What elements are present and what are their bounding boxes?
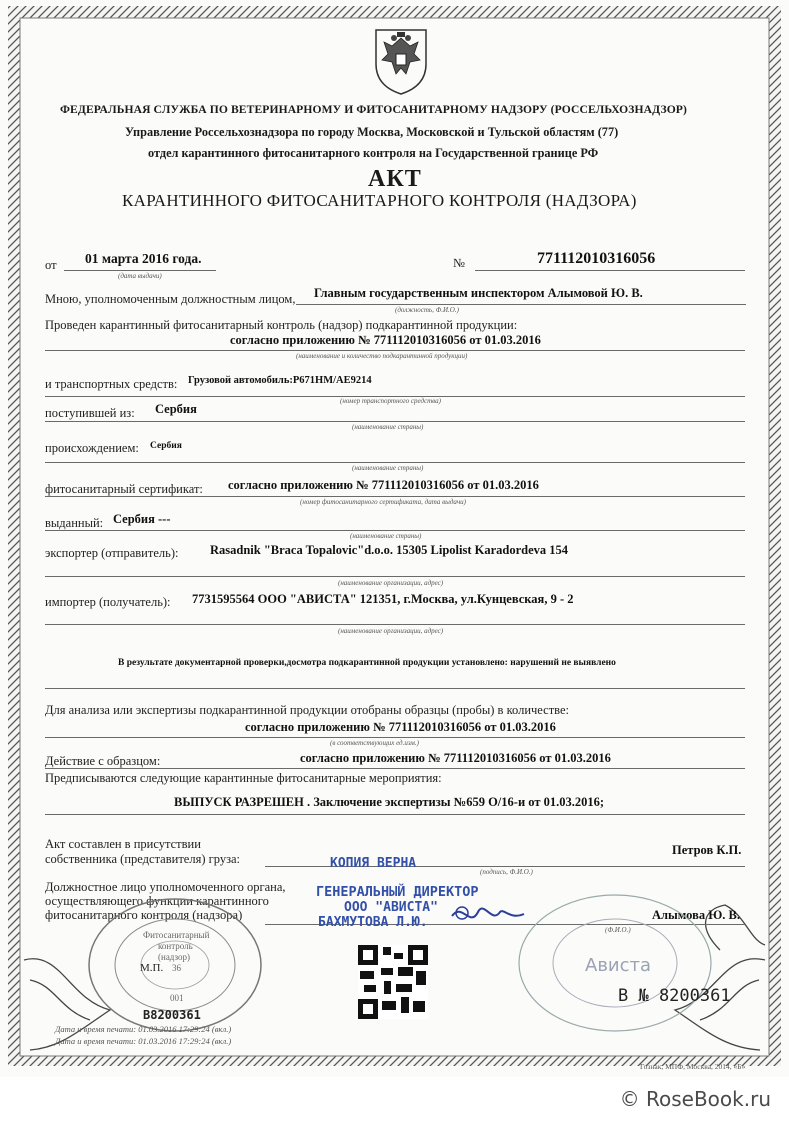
coat-of-arms-icon (372, 24, 430, 96)
date-hint: (дата выдачи) (118, 272, 162, 280)
company-seal-text: Ависта (585, 955, 652, 976)
owner-hint: (подпись, Ф.И.О.) (480, 868, 533, 876)
print-info-1: Дата и время печати: 01.03.2016 17:29:24 (вкл.) (55, 1024, 232, 1034)
official-label-1: Должностное лицо уполномоченного органа, (45, 880, 286, 894)
copy-stamp-line-1: КОПИЯ ВЕРНА (330, 856, 417, 871)
department-name: Управление Россельхознадзора по городу Москва, Московской и Тульской областям (77) (125, 125, 619, 139)
importer-label: импортер (получатель): (45, 595, 171, 609)
site-watermark: © RoseBook.ru (619, 1087, 771, 1111)
copy-stamp-line-3: ООО "АВИСТА" (344, 900, 438, 915)
series-number-left: В8200361 (143, 1008, 201, 1022)
issued-label: выданный: (45, 516, 104, 530)
inspection-result: В результате документарной проверки,досмотра подкарантинной продукции установлено: нарушений не выявлено (118, 658, 616, 668)
series-number-right: В № 8200361 (618, 986, 731, 1006)
certificate-label: фитосанитарный сертификат: (45, 482, 203, 496)
document-subtitle: КАРАНТИННОГО ФИТОСАНИТАРНОГО КОНТРОЛЯ (НАДЗОРА) (122, 191, 637, 210)
division-name: отдел карантинного фитосанитарного контроля на Государственной границе РФ (148, 146, 599, 160)
transport-hint: (номер транспортного средства) (340, 397, 441, 405)
owner-label-1: Акт составлен в присутствии (45, 837, 201, 851)
printer-info: Гознак, МПФ, Москва, 2014, «Б» (640, 1062, 746, 1071)
act-date: 01 марта 2016 года. (85, 251, 202, 266)
issued-value: Сербия --- (113, 512, 171, 526)
from-label: поступившей из: (45, 406, 135, 420)
copy-stamp-line-4: БАХМУТОВА Л.Ю. (318, 915, 428, 930)
control-value: согласно приложению № 771112010316056 от 01.03.2016 (230, 333, 541, 347)
seal-number: 36 (172, 963, 181, 973)
seal-line-2: контроль (158, 941, 193, 951)
measures-value: ВЫПУСК РАЗРЕШЕН . Заключение экспертизы №659 О/16-и от 01.03.2016; (174, 795, 605, 809)
date-prefix: от (45, 258, 57, 272)
agency-name: ФЕДЕРАЛЬНАЯ СЛУЖБА ПО ВЕТЕРИНАРНОМУ И ФИТОСАНИТАРНОМУ НАДЗОРУ (РОССЕЛЬХОЗНАДЗОР) (60, 103, 687, 116)
exporter-hint: (наименование организации, адрес) (338, 579, 444, 587)
exporter-value: Rasadnik "Braca Topalovic"d.o.o. 15305 Lipolist Karadordeva 154 (210, 543, 569, 557)
official-name: Алымова Ю. В. (652, 908, 741, 922)
document-title: АКТ (368, 166, 422, 192)
qr-code (358, 945, 428, 1019)
inspector-value: Главным государственным инспектором Алымовой Ю. В. (314, 286, 643, 300)
inspector-hint: (должность, Ф.И.О.) (395, 306, 459, 314)
official-label-3: фитосанитарного контроля (надзора) (45, 908, 243, 922)
certificate-hint: (номер фитосанитарного сертификата, дата выдачи) (300, 498, 467, 506)
print-info-2: Дата и время печати: 01.03.2016 17:29:24 (вкл.) (55, 1036, 232, 1046)
owner-label-2: собственника (представителя) груза: (45, 852, 241, 866)
copy-stamp-line-2: ГЕНЕРАЛЬНЫЙ ДИРЕКТОР (316, 884, 479, 900)
samples-hint: (в соответствующих ед.изм.) (330, 739, 419, 747)
from-value: Сербия (155, 402, 197, 416)
exporter-label: экспортер (отправитель): (45, 546, 179, 560)
importer-hint: (наименование организации, адрес) (338, 627, 444, 635)
certificate-value: согласно приложению № 771112010316056 от 01.03.2016 (228, 478, 539, 492)
official-label-2: осуществляющего функции карантинного (45, 894, 269, 908)
samples-label: Для анализа или экспертизы подкарантинной продукции отобраны образцы (пробы) в количестве: (45, 703, 570, 717)
inspector-label: Мною, уполномоченным должностным лицом, (45, 292, 296, 306)
origin-value: Сербия (150, 441, 182, 451)
transport-value: Грузовой автомобиль:Р671НМ/АЕ9214 (188, 375, 372, 386)
seal-line-3: (надзор) (158, 952, 190, 962)
from-hint: (наименование страны) (352, 423, 424, 431)
issued-hint: (наименование страны) (350, 532, 422, 540)
mp-label: М.П. (140, 962, 164, 974)
origin-label: происхождением: (45, 441, 139, 455)
number-label: № (453, 256, 465, 270)
control-label: Проведен карантинный фитосанитарный контроль (надзор) подкарантинной продукции: (45, 318, 518, 332)
importer-value: 7731595564 ООО "АВИСТА" 121351, г.Москва, ул.Кунцевская, 9 - 2 (192, 592, 574, 606)
action-label: Действие с образцом: (45, 754, 161, 768)
seal-bottom: 001 (170, 993, 184, 1003)
samples-value: согласно приложению № 771112010316056 от 01.03.2016 (245, 720, 556, 734)
seal-line-1: Фитосанитарный (143, 930, 210, 940)
control-hint: (наименование и количество подкарантинной продукции) (296, 352, 468, 360)
origin-hint: (наименование страны) (352, 464, 424, 472)
owner-name: Петров К.П. (672, 843, 742, 857)
measures-label: Предписываются следующие карантинные фитосанитарные мероприятия: (45, 771, 442, 785)
action-value: согласно приложению № 771112010316056 от 01.03.2016 (300, 751, 611, 765)
official-hint: (Ф.И.О.) (605, 926, 631, 934)
transport-label: и транспортных средств: (45, 377, 178, 391)
act-number: 771112010316056 (537, 250, 656, 267)
